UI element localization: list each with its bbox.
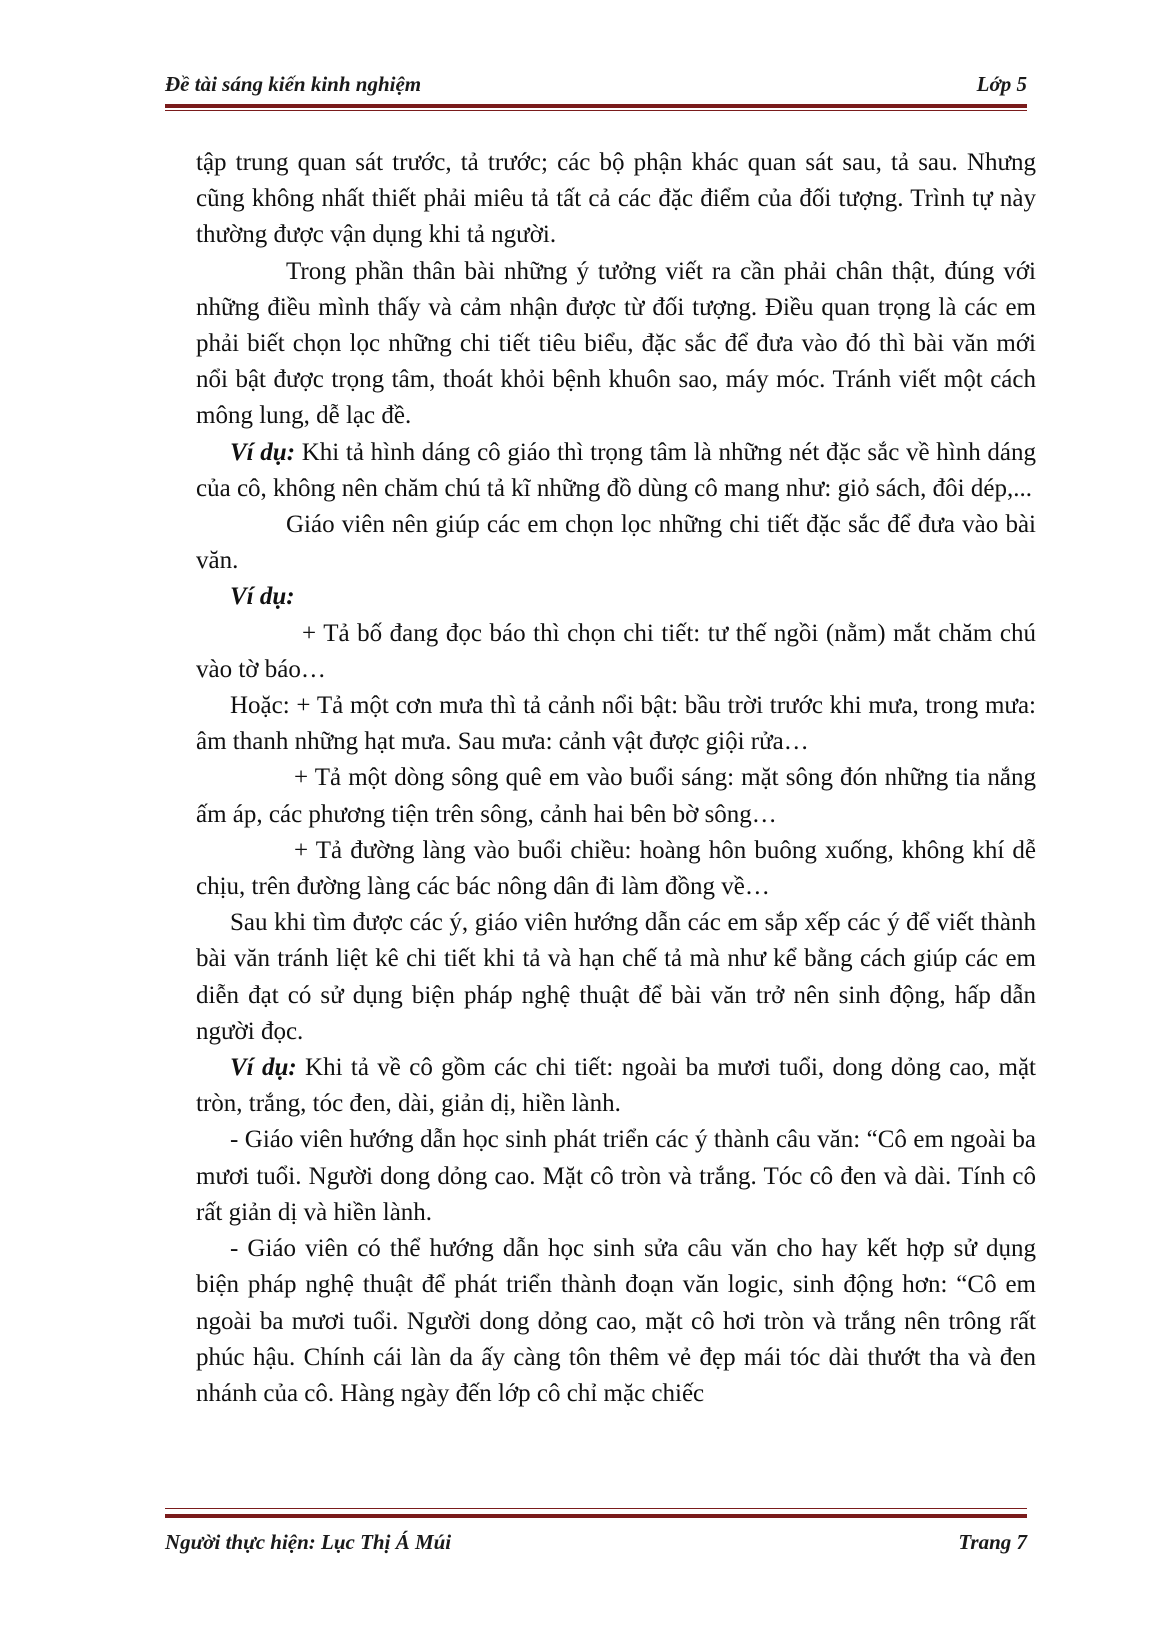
paragraph-9: + Tả đường làng vào buổi chiều: hoàng hôn buông xuống, không khí dễ chịu, trên đường làng các bác nông dân đi làm đồng về… [196, 836, 1036, 901]
header-divider [165, 104, 1027, 112]
paragraph-11-text: Khi tả về cô gồm các chi tiết: ngoài ba mươi tuổi, dong dỏng cao, mặt tròn, trắng, tóc đen, dài, giản dị, hiền lành. [196, 1054, 1036, 1118]
example-label: Ví dụ: [230, 1054, 297, 1082]
header-title: Đề tài sáng kiến kinh nghiệm [165, 72, 422, 96]
page-header [165, 72, 1027, 104]
page-footer [165, 1530, 1027, 1562]
footer-page-number: Trang 7 [958, 1530, 1027, 1554]
paragraph-7: Hoặc: + Tả một cơn mưa thì tả cảnh nổi bật: bầu trời trước khi mưa, trong mưa: âm thanh những hạt mưa. Sau mưa: cảnh vật được giội rửa… [196, 692, 1036, 756]
paragraph-12: - Giáo viên hướng dẫn học sinh phát triển các ý thành câu văn: “Cô em ngoài ba mươi tuổi. Người dong dỏng cao. Mặt cô tròn và trắng. Tóc cô đen và dài. Tính cô rất giản dị và hiền lành. [196, 1126, 1036, 1226]
document-body [196, 145, 1036, 1412]
paragraph-10: Sau khi tìm được các ý, giáo viên hướng dẫn các em sắp xếp các ý để viết thành bài văn tránh liệt kê chi tiết khi tả và hạn chế tả mà như kể bằng cách giúp các em diễn đạt có sử dụng biện pháp nghệ thuật để bài văn trở nên sinh động, hấp dẫn người đọc. [196, 909, 1036, 1045]
paragraph-11 [196, 1050, 1036, 1122]
footer-author: Người thực hiện: Lục Thị Á Múi [165, 1530, 452, 1554]
paragraph-8: + Tả một dòng sông quê em vào buổi sáng: mặt sông đón những tia nắng ấm áp, các phương tiện trên sông, cảnh hai bên bờ sông… [196, 764, 1036, 828]
paragraph-4: Giáo viên nên giúp các em chọn lọc những chi tiết đặc sắc để đưa vào bài văn. [196, 511, 1036, 575]
footer-divider [165, 1508, 1027, 1516]
paragraph-6: + Tả bố đang đọc báo thì chọn chi tiết: tư thế ngồi (nằm) mắt chăm chú vào tờ báo… [196, 619, 1036, 683]
paragraph-5 [196, 579, 1036, 615]
paragraph-1: tập trung quan sát trước, tả trước; các bộ phận khác quan sát sau, tả sau. Nhưng cũng không nhất thiết phải miêu tả tất cả các đặc điểm của đối tượng. Trình tự này thường được vận dụng khi tả người. [196, 149, 1036, 249]
example-label: Ví dụ: [230, 583, 295, 611]
example-label: Ví dụ: [230, 438, 296, 466]
paragraph-13: - Giáo viên có thể hướng dẫn học sinh sửa câu văn cho hay kết hợp sử dụng biện pháp nghệ thuật để phát triển thành đoạn văn logic, sinh động hơn: “Cô em ngoài ba mươi tuổi. Người dong dỏng cao, mặt cô hơi tròn và trắng nên trông rất phúc hậu. Chính cái làn da ấy càng tôn thêm vẻ đẹp mái tóc dài thướt tha và đen nhánh của cô. Hàng ngày đến lớp cô chỉ mặc chiếc [196, 1235, 1036, 1407]
paragraph-3 [196, 435, 1036, 507]
paragraph-2: Trong phần thân bài những ý tưởng viết ra cần phải chân thật, đúng với những điều mình thấy và cảm nhận được từ đối tượng. Điều quan trọng là các em phải biết chọn lọc những chi tiết tiêu biểu, đặc sắc để đưa vào đó thì bài văn mới nổi bật được trọng tâm, thoát khỏi bệnh khuôn sao, máy móc. Tránh viết một cách mông lung, dễ lạc đề. [196, 257, 1036, 430]
header-grade: Lớp 5 [976, 72, 1027, 96]
paragraph-3-text: Khi tả hình dáng cô giáo thì trọng tâm là những nét đặc sắc về hình dáng của cô, không nên chăm chú tả kĩ những đồ dùng cô mang như: giỏ sách, đôi dép,... [196, 438, 1036, 502]
